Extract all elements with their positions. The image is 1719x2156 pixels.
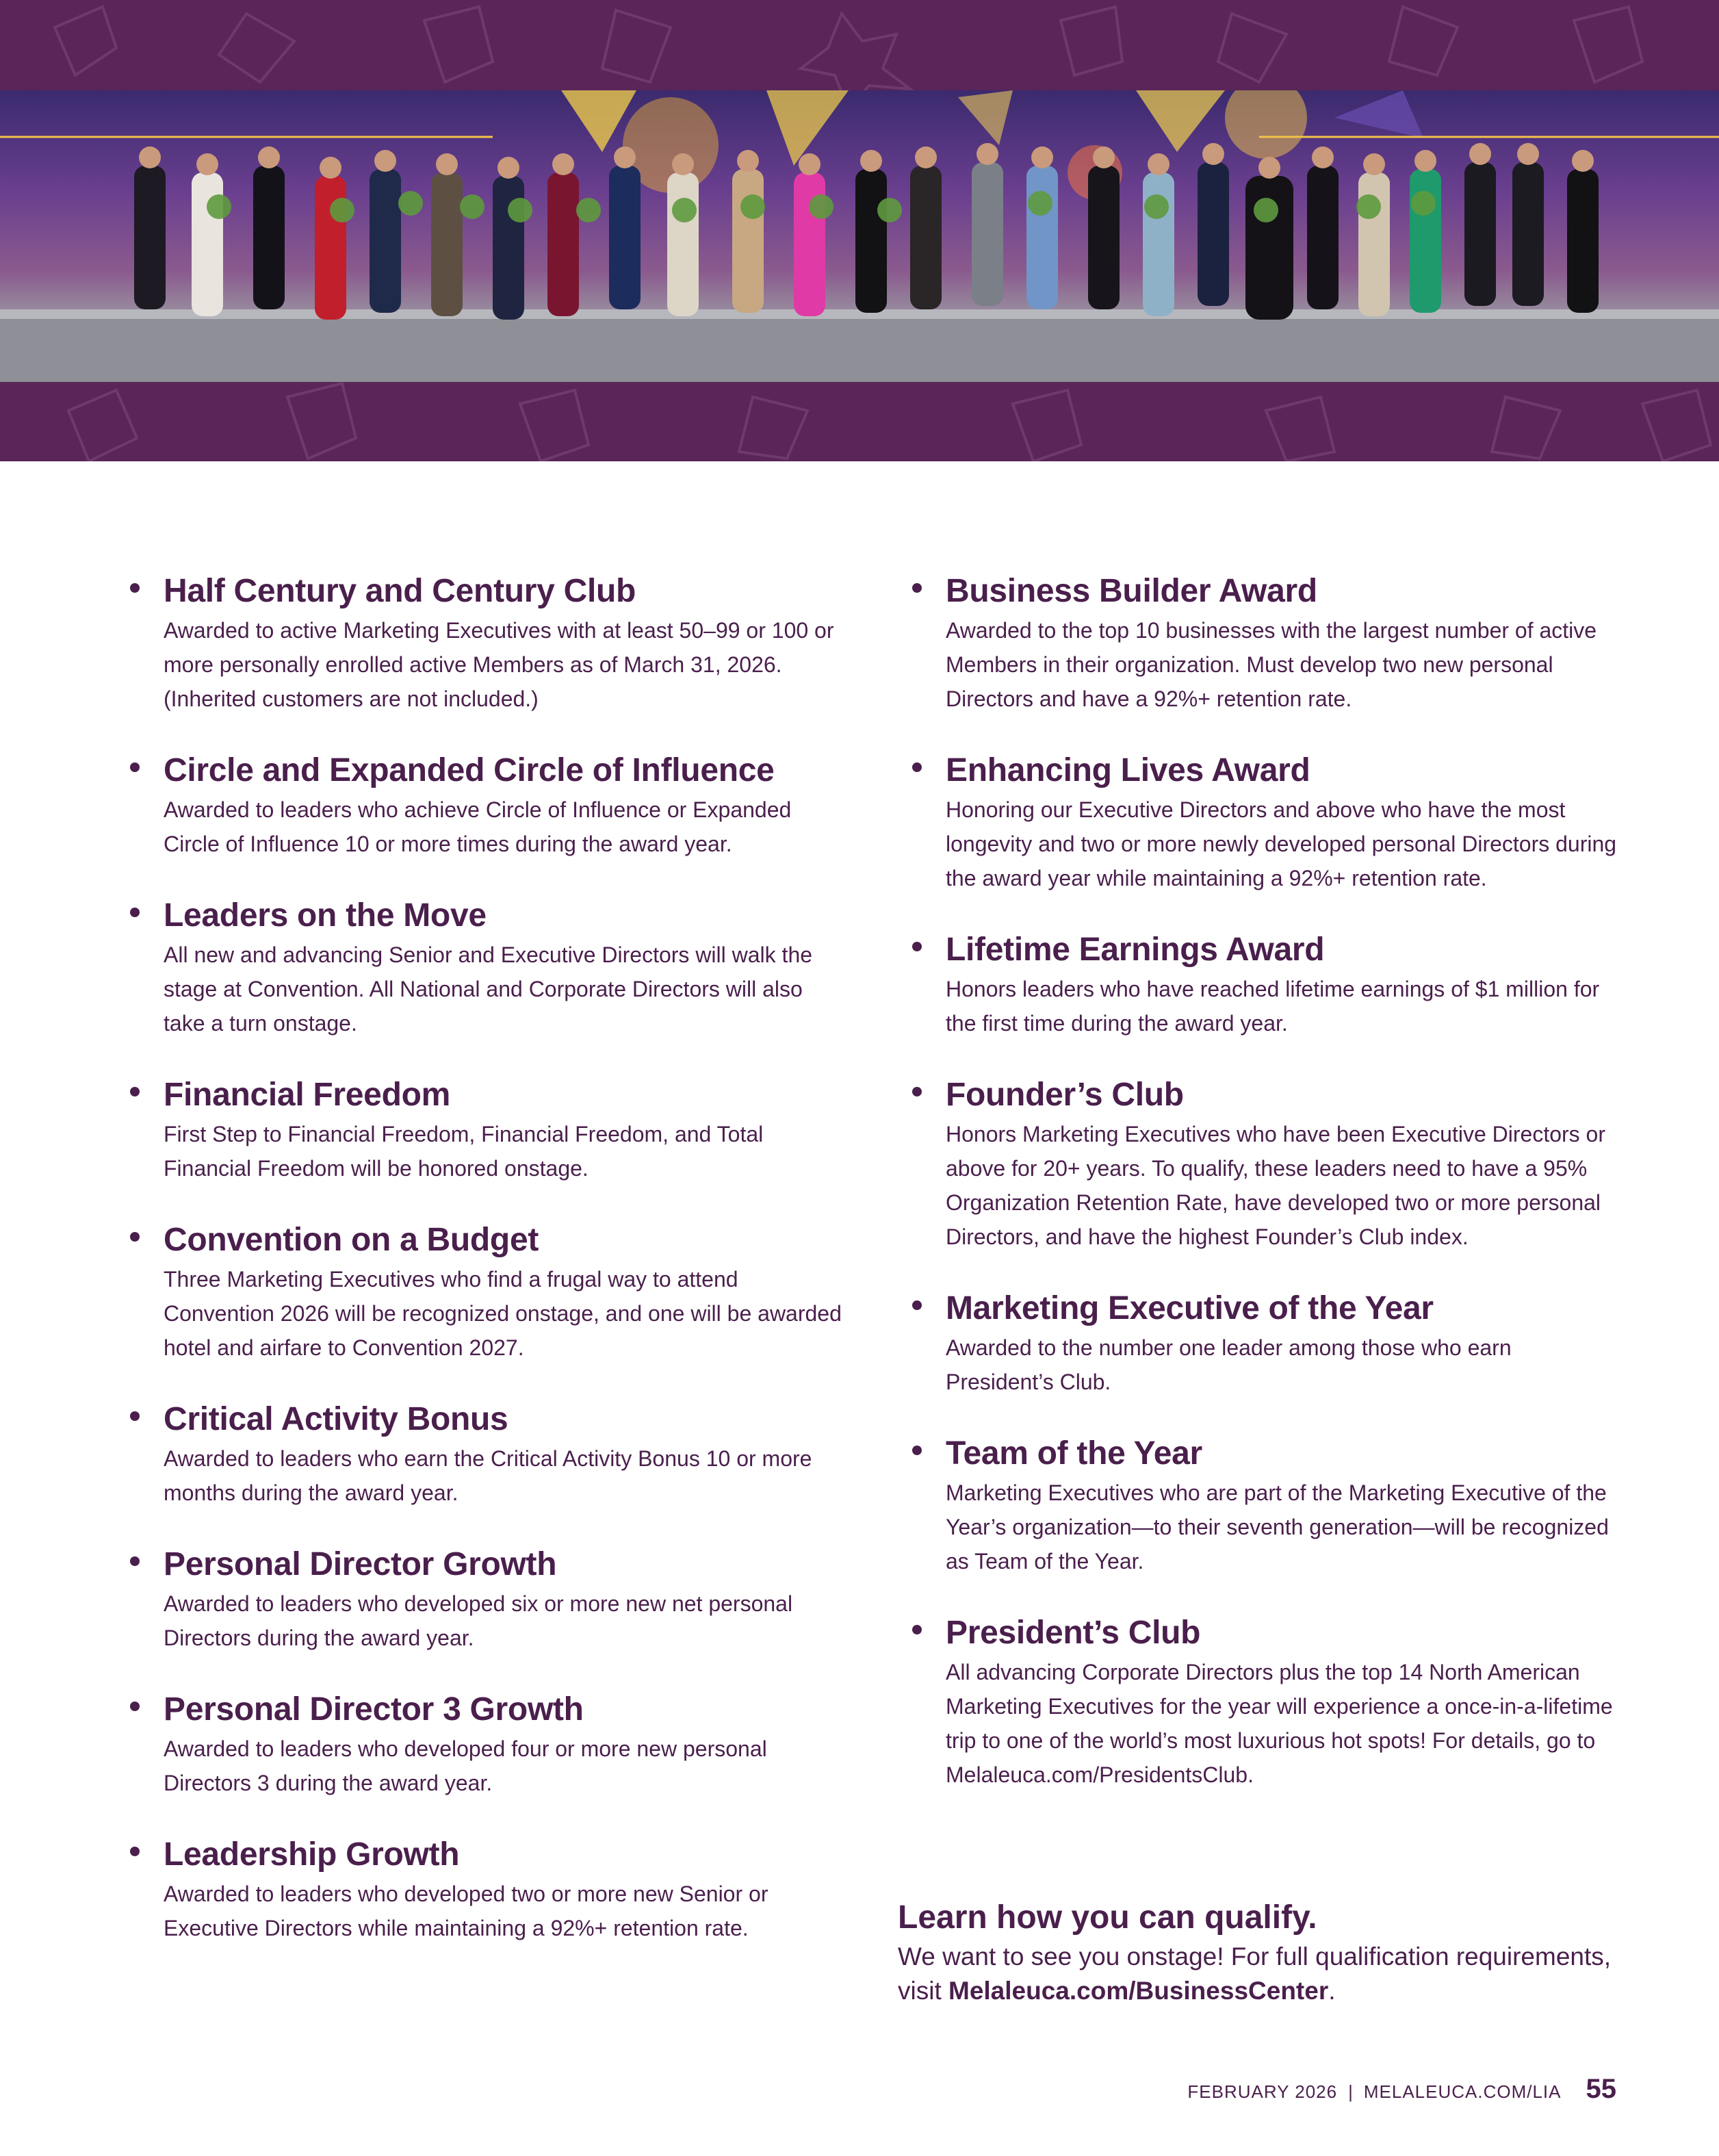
award-description: All advancing Corporate Directors plus the top 14 North American Marketing Executives for the year will experience a once-in-a-lifetime trip to one of the world’s most luxurious hot spots! For details, go to Melaleuca.com/PresidentsClub. (946, 1660, 1613, 1787)
page-footer (1187, 2074, 1616, 2105)
bullet-icon (130, 1847, 140, 1856)
award-description: Awarded to leaders who developed two or more new Senior or Executive Directors while maintaining a 92%+ retention rate. (164, 1882, 768, 1940)
qualify-body: We want to see you onstage! For full qualification requirements, visit (898, 1942, 1612, 2005)
award-description: Honors Marketing Executives who have been Executive Directors or above for 20+ years. To qualify, these leaders need to have a 95% Organization Retention Rate, have developed two or more personal Directors, and have the highest Founder’s Club index. (946, 1122, 1605, 1249)
qualify-heading: Learn how you can qualify. (898, 1899, 1317, 1936)
bullet-icon (130, 1556, 140, 1566)
bullet-icon (130, 1702, 140, 1711)
award-item (912, 1432, 1624, 1578)
award-title: Personal Director Growth (164, 1546, 557, 1582)
award-item (912, 1287, 1624, 1399)
award-title: Enhancing Lives Award (946, 752, 1310, 788)
award-item (912, 1073, 1624, 1254)
award-description: Awarded to leaders who developed four or more new personal Directors 3 during the award year. (164, 1736, 767, 1795)
award-description: First Step to Financial Freedom, Financial Freedom, and Total Financial Freedom will be honored onstage. (164, 1122, 764, 1181)
award-item (130, 1398, 842, 1510)
bullet-icon (912, 1087, 922, 1096)
bullet-icon (912, 1300, 922, 1310)
award-item (912, 928, 1624, 1040)
award-description: Awarded to leaders who developed six or more new net personal Directors during the award year. (164, 1591, 793, 1650)
award-description: All new and advancing Senior and Executive Directors will walk the stage at Convention. All National and Corporate Directors will also take a turn onstage. (164, 942, 813, 1036)
awards-column-right (912, 569, 1624, 1825)
bullet-icon (130, 762, 140, 772)
award-description: Honoring our Executive Directors and above who have the most longevity and two or more newly developed personal Directors during the award year while maintaining a 92%+ retention rate. (946, 797, 1617, 890)
award-winners-photo (0, 90, 1719, 382)
bullet-icon (130, 1411, 140, 1421)
bullet-icon (130, 908, 140, 917)
award-item (912, 749, 1624, 895)
award-description: Three Marketing Executives who find a frugal way to attend Convention 2026 will be recognized onstage, and one will be awarded hotel and airfare to Convention 2027. (164, 1267, 842, 1360)
award-title: Critical Activity Bonus (164, 1401, 508, 1437)
header-banner (0, 0, 1719, 461)
bullet-icon (130, 1087, 140, 1096)
bullet-icon (912, 583, 922, 593)
award-title: Circle and Expanded Circle of Influence (164, 752, 775, 788)
award-title: Half Century and Century Club (164, 573, 636, 609)
bullet-icon (912, 1446, 922, 1455)
award-title: Leaders on the Move (164, 897, 487, 934)
bullet-icon (130, 583, 140, 593)
page-number: 55 (1586, 2074, 1616, 2104)
bullet-icon (912, 942, 922, 951)
award-item (130, 749, 842, 861)
award-title: President’s Club (946, 1615, 1201, 1651)
award-description: Honors leaders who have reached lifetime earnings of $1 million for the first time during the award year. (946, 977, 1600, 1036)
award-description: Awarded to the number one leader among those who earn President’s Club. (946, 1335, 1512, 1394)
bullet-icon (912, 1625, 922, 1634)
award-title: Marketing Executive of the Year (946, 1290, 1434, 1326)
award-title: Leadership Growth (164, 1836, 460, 1873)
award-description: Marketing Executives who are part of the Marketing Executive of the Year’s organization—to their seventh generation—will be recognized as Team of the Year. (946, 1480, 1609, 1574)
footer-separator: | (1348, 2081, 1353, 2102)
award-description: Awarded to the top 10 businesses with the largest number of active Members in their organization. Must develop two new personal Directors and have a 92%+ retention rate. (946, 618, 1597, 711)
bullet-icon (130, 1232, 140, 1242)
award-item (130, 1073, 842, 1185)
award-item (130, 1218, 842, 1365)
award-item (130, 1833, 842, 1945)
award-item (912, 1611, 1624, 1792)
qualify-text (898, 1940, 1651, 2008)
award-title: Convention on a Budget (164, 1222, 539, 1258)
award-title: Founder’s Club (946, 1077, 1184, 1113)
award-description: Awarded to active Marketing Executives with at least 50–99 or 100 or more personally enrolled active Members as of March 31, 2026. (Inherited customers are not included.) (164, 618, 834, 711)
award-item (130, 1543, 842, 1655)
business-center-link[interactable]: Melaleuca.com/BusinessCenter (948, 1977, 1329, 2005)
award-title: Financial Freedom (164, 1077, 451, 1113)
award-item (130, 1688, 842, 1800)
qualify-callout (898, 1896, 1651, 2008)
award-title: Business Builder Award (946, 573, 1317, 609)
award-description: Awarded to leaders who earn the Critical Activity Bonus 10 or more months during the award year. (164, 1446, 812, 1505)
award-item (130, 569, 842, 716)
award-item (130, 894, 842, 1040)
award-description: Awarded to leaders who achieve Circle of Influence or Expanded Circle of Influence 10 or more times during the award year. (164, 797, 792, 856)
award-title: Lifetime Earnings Award (946, 932, 1325, 968)
award-item (912, 569, 1624, 716)
awards-column-left (130, 569, 842, 1978)
award-title: Personal Director 3 Growth (164, 1691, 584, 1728)
bullet-icon (912, 762, 922, 772)
issue-date: FEBRUARY 2026 (1187, 2081, 1338, 2102)
award-title: Team of the Year (946, 1435, 1202, 1472)
qualify-end: . (1328, 1977, 1336, 2005)
footer-site-link[interactable]: MELALEUCA.COM/LIA (1363, 2081, 1562, 2102)
